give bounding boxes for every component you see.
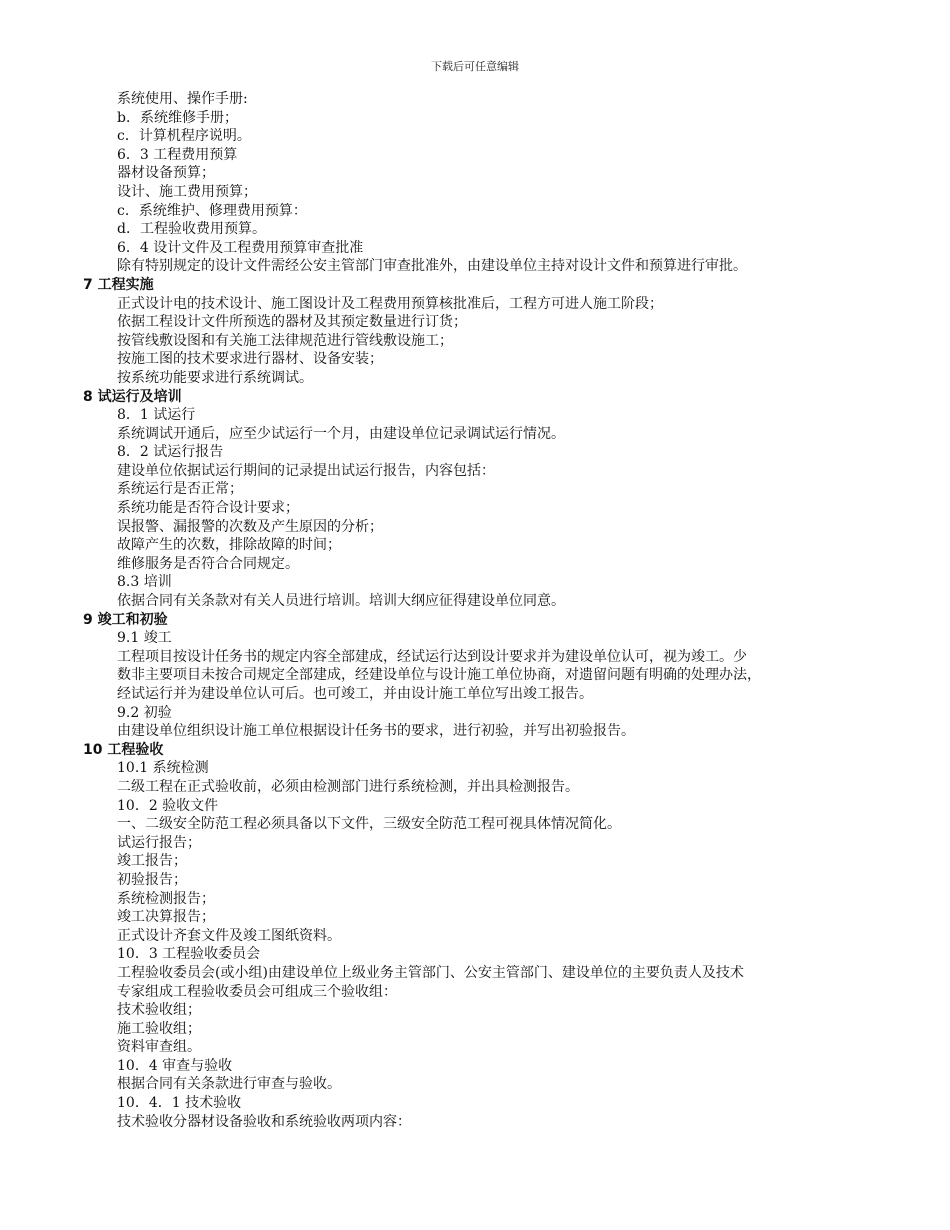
paragraph-line: 数非主要项目未按合司规定全部建成，经建设单位与设计施工单位协商，对遗留问题有明确的处理办法，	[117, 667, 761, 684]
paragraph-line: 一、二级安全防范工程必须具备以下文件，三级安全防范工程可视具体情况简化。	[117, 816, 621, 833]
section-heading: 7 工程实施	[83, 276, 154, 293]
paragraph-line: 按施工图的技术要求进行器材、设备安装；	[117, 351, 383, 368]
paragraph-line: d．工程验收费用预算。	[117, 221, 266, 238]
paragraph-line: 依据合同有关条款对有关人员进行培训。培训大纲应征得建设单位同意。	[117, 593, 565, 610]
paragraph-line: 10．3 工程验收委员会	[117, 946, 261, 963]
paragraph-line: 器材设备预算；	[117, 165, 215, 182]
paragraph-line: 维修服务是否符合合同规定。	[117, 555, 299, 572]
paragraph-line: 技术验收组；	[117, 1002, 201, 1019]
paragraph-line: 施工验收组；	[117, 1020, 201, 1037]
paragraph-line: 系统使用、操作手册:	[117, 91, 248, 107]
paragraph-line: 系统检测报告；	[117, 890, 215, 907]
paragraph-line: 系统运行是否正常；	[117, 481, 243, 498]
paragraph-line: 由建设单位组织设计施工单位根据设计任务书的要求，进行初验，并写出初验报告。	[117, 723, 635, 740]
paragraph-line: 8.3 培训	[117, 574, 172, 591]
paragraph-line: 系统功能是否符合设计要求；	[117, 500, 299, 517]
paragraph-line: 10．4 审查与验收	[117, 1057, 233, 1074]
paragraph-line: 竣工报告；	[117, 853, 187, 870]
paragraph-line: 6．4 设计文件及工程费用预算审查批准	[117, 239, 364, 256]
paragraph-line: 10.1 系统检测	[117, 760, 209, 777]
paragraph-line: 设计、施工费用预算；	[117, 183, 257, 200]
paragraph-line: 竣工决算报告；	[117, 909, 215, 926]
document-body	[83, 90, 883, 1131]
paragraph-line: 8．2 试运行报告	[117, 444, 224, 461]
paragraph-line: 建设单位依据试运行期间的记录提出试运行报告，内容包括：	[117, 462, 495, 479]
paragraph-line: 故障产生的次数，排除故障的时间；	[117, 537, 341, 554]
paragraph-line: 系统调试开通后，应至少试运行一个月，由建设单位记录调试运行情况。	[117, 425, 565, 442]
paragraph-line: 正式设计齐套文件及竣工图纸资料。	[117, 927, 341, 944]
paragraph-line: 资料审查组。	[117, 1039, 201, 1056]
paragraph-line: 按系统功能要求进行系统调试。	[117, 369, 313, 386]
paragraph-line: 9.1 竣工	[117, 630, 172, 647]
paragraph-line: 10．4．1 技术验收	[117, 1095, 242, 1112]
paragraph-line: 9.2 初验	[117, 704, 172, 721]
paragraph-line: 依据工程设计文件所预选的器材及其预定数量进行订货；	[117, 314, 467, 331]
section-heading: 10 工程验收	[83, 741, 164, 758]
paragraph-line: 经试运行并为建设单位认可后。也可竣工，并由设计施工单位写出竣工报告。	[117, 686, 593, 702]
page-header: 下载后可任意编辑	[431, 60, 519, 73]
paragraph-line: b．系统维修手册；	[117, 109, 238, 126]
section-heading: 9 竣工和初验	[83, 611, 168, 628]
paragraph-line: 8．1 试运行	[117, 407, 196, 424]
paragraph-line: 二级工程在正式验收前，必须由检测部门进行系统检测，并出具检测报告。	[117, 778, 579, 795]
paragraph-line: 6．3 工程费用预算	[117, 146, 238, 163]
paragraph-line: 正式设计电的技术设计、施工图设计及工程费用预算核批准后，工程方可进人施工阶段；	[117, 295, 663, 312]
section-heading: 8 试运行及培训	[83, 388, 182, 405]
paragraph-line: 除有特别规定的设计文件需经公安主管部门审查批准外，由建设单位主持对设计文件和预算进行审批。	[117, 258, 747, 275]
paragraph-line: 10．2 验收文件	[117, 797, 219, 814]
paragraph-line: 根据合同有关条款进行审查与验收。	[117, 1076, 341, 1093]
paragraph-line: 试运行报告；	[117, 834, 201, 851]
paragraph-line: 专家组成工程验收委员会可组成三个验收组：	[117, 983, 397, 1000]
paragraph-line: 工程验收委员会(或小组)由建设单位上级业务主管部门、公安主管部门、建设单位的主要负责人及技术	[117, 964, 744, 981]
paragraph-line: c．系统维护、修理费用预算：	[117, 202, 307, 219]
paragraph-line: c．计算机程序说明。	[117, 128, 251, 145]
paragraph-line: 误报警、漏报警的次数及产生原因的分析；	[117, 518, 383, 535]
paragraph-line: 初验报告；	[117, 871, 187, 888]
paragraph-line: 技术验收分器材设备验收和系统验收两项内容：	[117, 1113, 411, 1130]
paragraph-line: 按管线敷设图和有关施工法律规范进行管线敷设施工；	[117, 332, 453, 349]
paragraph-line: 工程项目按设计任务书的规定内容全部建成，经试运行达到设计要求并为建设单位认可，视为竣工。少	[117, 648, 747, 665]
